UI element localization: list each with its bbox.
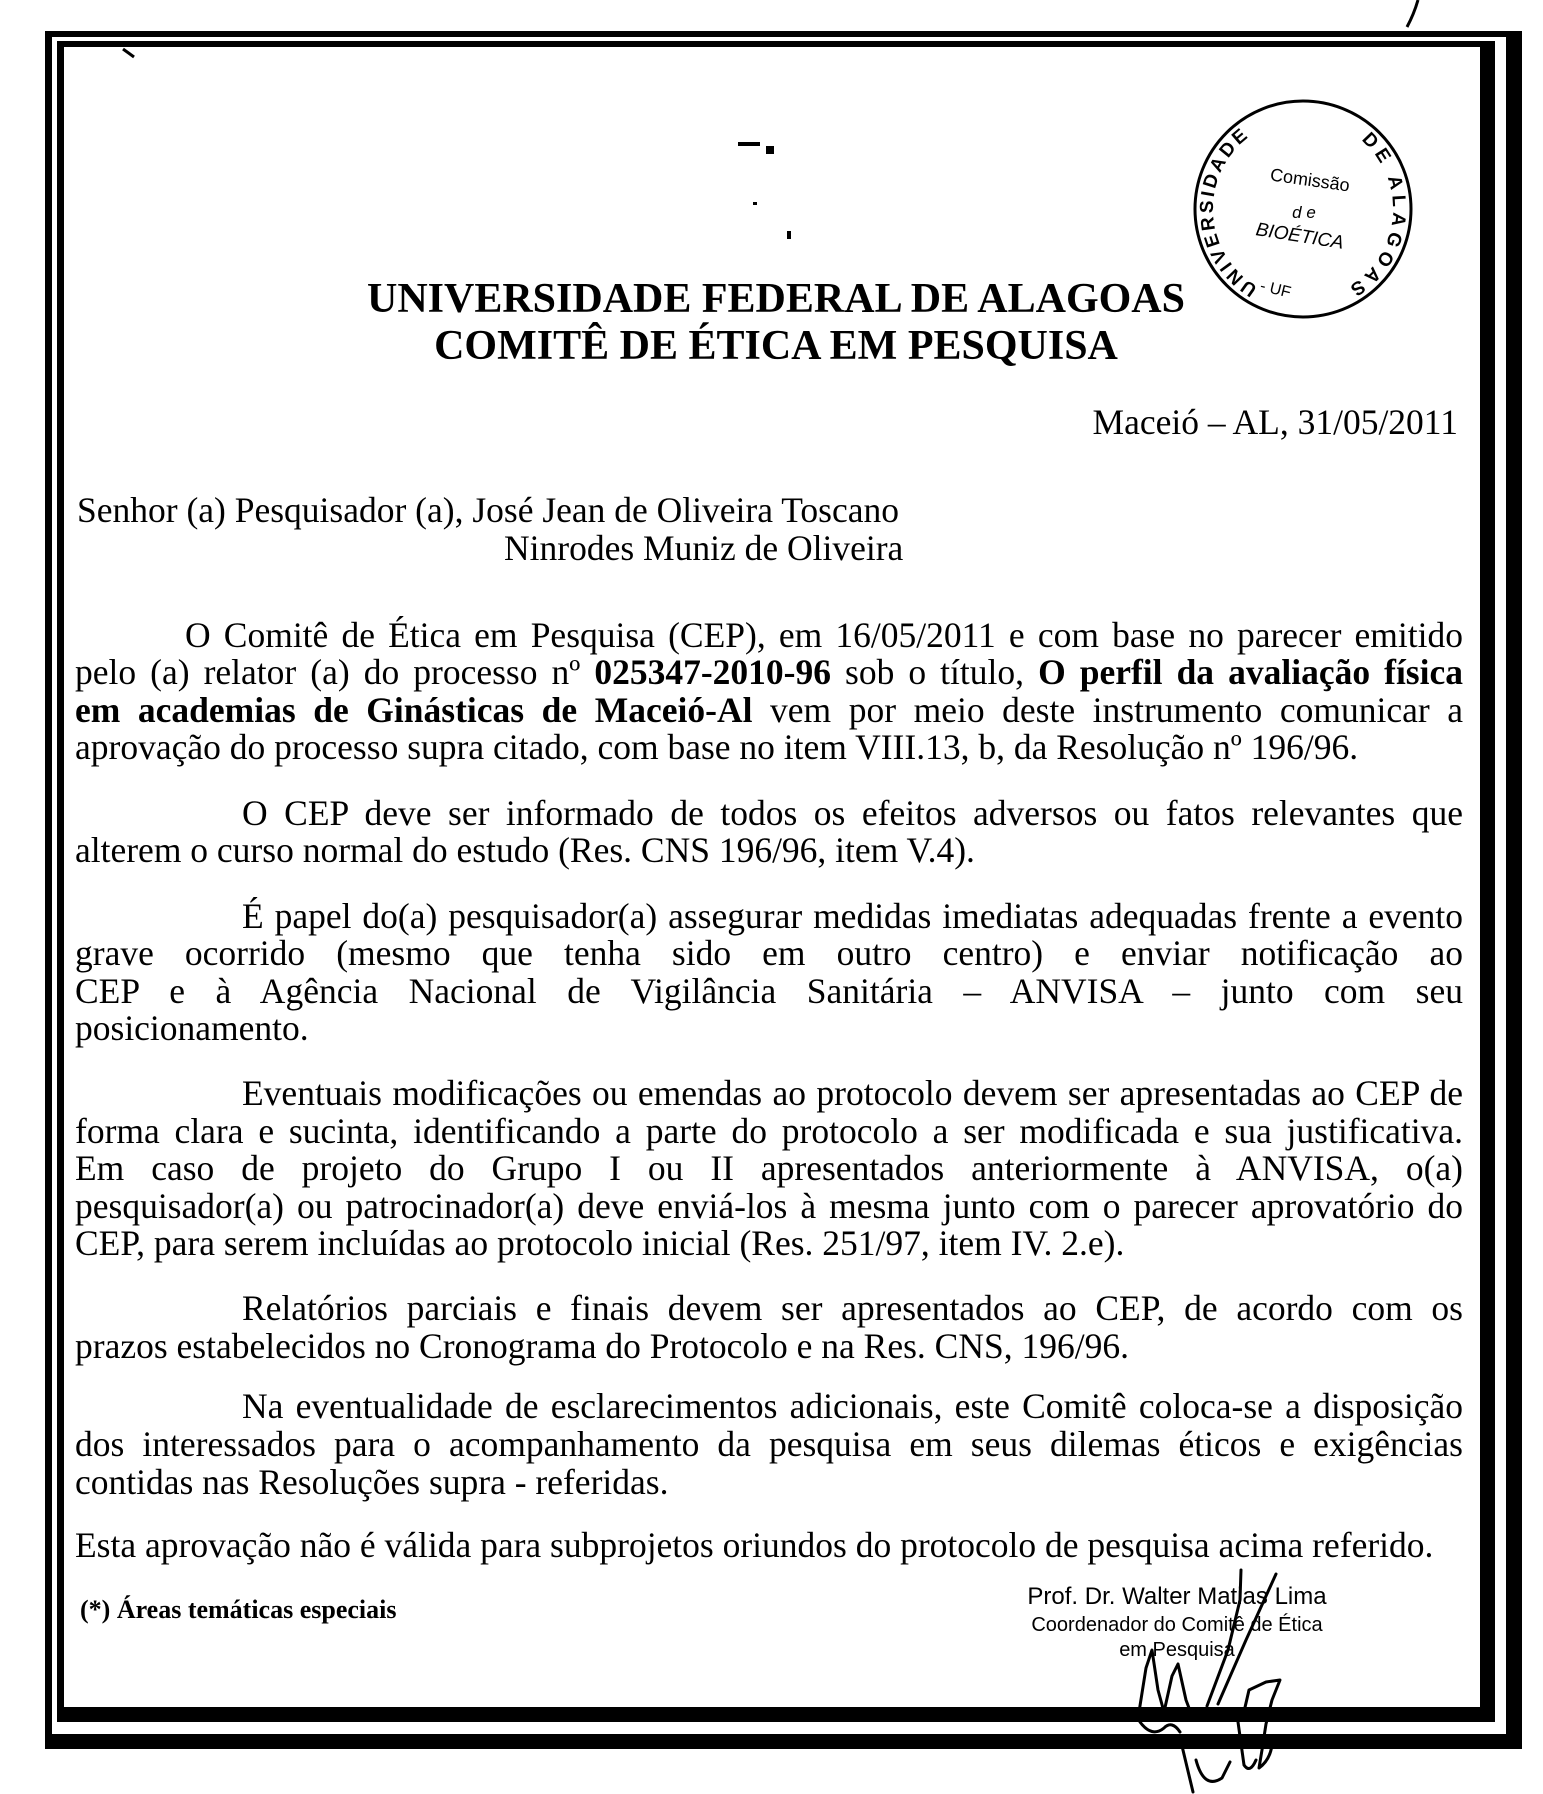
salutation-prefix: Senhor (a) Pesquisador (a),	[77, 490, 473, 530]
signature-stroke	[1196, 1760, 1230, 1781]
body-line: aprovação do processo supra citado, com base no item VIII.13, b, da Resolução nº 196/96.	[75, 727, 1359, 767]
committee-title: COMITÊ DE ÉTICA EM PESQUISA	[434, 323, 1118, 369]
stamp-ring-text-left: UNIVERSIDADE	[1196, 123, 1261, 301]
date-line: Maceió – AL, 31/05/2011	[1092, 402, 1458, 442]
body-line: Relatórios parciais e finais devem ser apresentados ao CEP, de acordo com os	[242, 1288, 1463, 1328]
stamp-center-line-2: d e	[1292, 203, 1316, 222]
body-line	[75, 692, 1463, 728]
text-run: vem por meio deste instrumento comunicar a	[752, 690, 1463, 730]
stamp-ring-text-bottom: - UF	[1258, 277, 1293, 302]
body-line: É papel do(a) pesquisador(a) assegurar medidas imediatas adequadas frente a evento	[242, 896, 1463, 936]
study-title: em academias de Ginásticas de Maceió-Al	[75, 690, 753, 730]
body-line: dos interessados para o acompanhamento da pesquisa em seus dilemas éticos e exigências	[75, 1424, 1463, 1464]
body-line: prazos estabelecidos no Cronograma do Protocolo e na Res. CNS, 196/96.	[75, 1326, 1129, 1366]
text-run: pelo (a) relator (a) do processo nº	[75, 652, 595, 692]
salutation-line	[77, 492, 899, 528]
body-line: contidas nas Resoluções supra - referidas.	[75, 1462, 669, 1502]
stamp-ring-text-right: DE ALAGOAS	[1342, 128, 1410, 303]
body-line: forma clara e sucinta, identificando a parte do protocolo a ser modificada e sua justificativa.	[75, 1111, 1463, 1151]
closing-statement: Esta aprovação não é válida para subprojetos oriundos do protocolo de pesquisa acima referido.	[75, 1525, 1434, 1565]
body-line: Em caso de projeto do Grupo I ou II apresentados anteriormente à ANVISA, o(a)	[75, 1148, 1463, 1188]
researcher-name: Ninrodes Muniz de Oliveira	[504, 528, 904, 568]
body-line: O CEP deve ser informado de todos os efeitos adversos ou fatos relevantes que	[242, 793, 1463, 833]
body-line: O Comitê de Ética em Pesquisa (CEP), em 16/05/2011 e com base no parecer emitido	[185, 615, 1463, 655]
stamp-center-line-1: Comissão	[1268, 164, 1352, 196]
footnote: (*) Áreas temáticas especiais	[80, 1595, 397, 1624]
body-line: Eventuais modificações ou emendas ao protocolo devem ser apresentadas ao CEP de	[242, 1073, 1463, 1113]
pen-mark-top-right	[1407, 0, 1418, 27]
stamp-center-line-3: BIOÉTICA	[1254, 219, 1346, 254]
bioethics-stamp	[1180, 86, 1430, 336]
institution-title: UNIVERSIDADE FEDERAL DE ALAGOAS	[367, 276, 1185, 322]
signatory-role: Coordenador do Comitê de Ética	[1031, 1614, 1323, 1636]
body-line	[75, 654, 1463, 690]
body-line: pesquisador(a) ou patrocinador(a) deve enviá-los à mesma junto com o parecer aprovatório do	[75, 1186, 1463, 1226]
process-number: 025347-2010-96	[594, 652, 831, 692]
body-line: grave ocorrido (mesmo que tenha sido em outro centro) e enviar notificação ao	[75, 933, 1463, 973]
signatory-role-continued: em Pesquisa	[1119, 1639, 1235, 1661]
body-line: alterem o curso normal do estudo (Res. CNS 196/96, item V.4).	[75, 830, 975, 870]
signatory-name: Prof. Dr. Walter Matias Lima	[1027, 1583, 1327, 1610]
text-run: sob o título,	[830, 652, 1039, 692]
body-line: CEP, para serem incluídas ao protocolo inicial (Res. 251/97, item IV. 2.e).	[75, 1223, 1125, 1263]
body-line: Na eventualidade de esclarecimentos adicionais, este Comitê coloca-se a disposição	[242, 1386, 1463, 1426]
body-line: CEP e à Agência Nacional de Vigilância Sanitária – ANVISA – junto com seu	[75, 971, 1463, 1011]
researcher-name: José Jean de Oliveira Toscano	[472, 490, 900, 530]
study-title: O perfil da avaliação física	[1038, 652, 1463, 692]
body-line: posicionamento.	[75, 1008, 309, 1048]
signature-stroke	[1182, 1746, 1193, 1792]
